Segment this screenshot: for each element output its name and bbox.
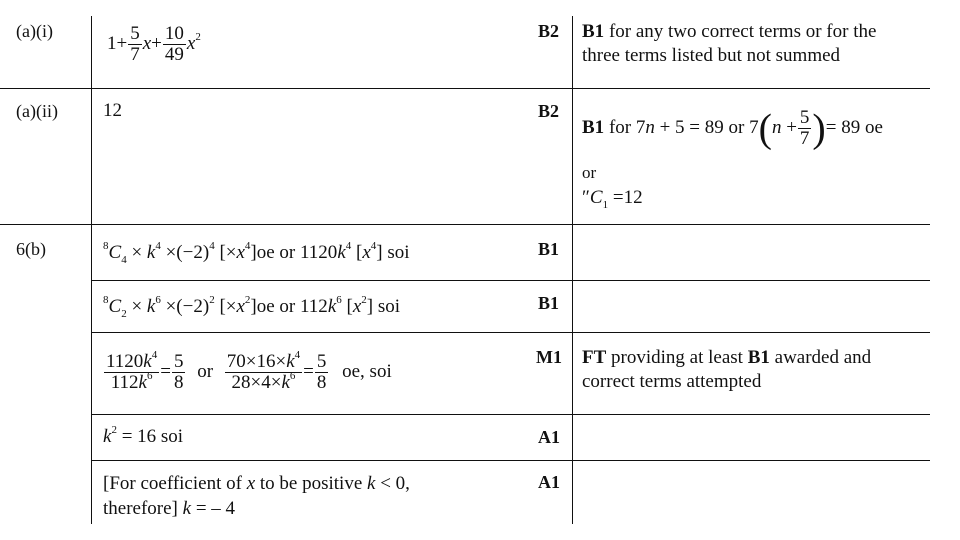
guidance-a-ii-line1: B1 for 7n + 5 = 89 or 7(n + $\frac{5}{7}$ )= 89 oe bbox=[582, 105, 883, 151]
guidance-a-ii-line3: $''C_1 =12$ bbox=[582, 187, 643, 211]
col-divider-2 bbox=[572, 16, 573, 524]
mark-a-i: B2 bbox=[538, 21, 560, 41]
mark-6b-step2: B1 bbox=[538, 293, 560, 313]
question-label-6b: 6(b) bbox=[16, 239, 46, 259]
row-divider-a bbox=[0, 88, 930, 89]
mark-6b-step3: M1 bbox=[536, 347, 562, 367]
answer-a-i: 1+ $\frac{5}{7}$ x+ $\frac{10}{49}$ $x^2$ bbox=[107, 23, 201, 65]
answer-6b-step1: $^8C_4 \times k^4 \times(-2)^4$ $[\times x^4]oe$ or $1120k^4$ $[x^4]$ soi bbox=[103, 240, 410, 266]
answer-6b-step4: $k^2 = 16$ soi bbox=[103, 424, 184, 447]
mark-6b-step1: B1 bbox=[538, 239, 560, 259]
answer-a-ii: 12 bbox=[103, 100, 122, 121]
guidance-a-ii-or: or bbox=[582, 163, 597, 182]
question-label-a-ii: (a)(ii) bbox=[16, 101, 58, 121]
guidance-6b-step3: FT providing at least B1 awarded and correct terms attempted bbox=[582, 347, 872, 392]
mark-a-ii: B2 bbox=[538, 101, 560, 121]
col-divider-1 bbox=[91, 16, 92, 524]
question-label-a-i: (a)(i) bbox=[16, 21, 53, 41]
subrow-divider-1 bbox=[91, 280, 930, 281]
guidance-a-i: B1 for any two correct terms or for the three terms listed but not summed bbox=[582, 21, 877, 66]
row-divider-b bbox=[0, 224, 930, 225]
subrow-divider-4 bbox=[91, 460, 930, 461]
subrow-divider-3 bbox=[91, 414, 930, 415]
subrow-divider-2 bbox=[91, 332, 930, 333]
mark-6b-step4: A1 bbox=[538, 427, 560, 447]
answer-6b-step2: $^8C_2 \times k^6 \times(-2)^2$ $[\times x^2]oe$ or $112k^6$ $[x^2]$ soi bbox=[103, 294, 401, 320]
answer-6b-step5: [For coefficient of x to be positive k < 0, therefore] k = – 4 bbox=[103, 473, 410, 519]
mark-6b-step5: A1 bbox=[538, 472, 560, 492]
answer-6b-step3: $\frac{1120k^4}{112k^6}$ = $\frac{5}{8}$ or $\frac{70\times 16\times k^4}{28\times 4\times k^6}$ = $\frac{5}{8}$ oe, soi bbox=[106, 349, 392, 393]
